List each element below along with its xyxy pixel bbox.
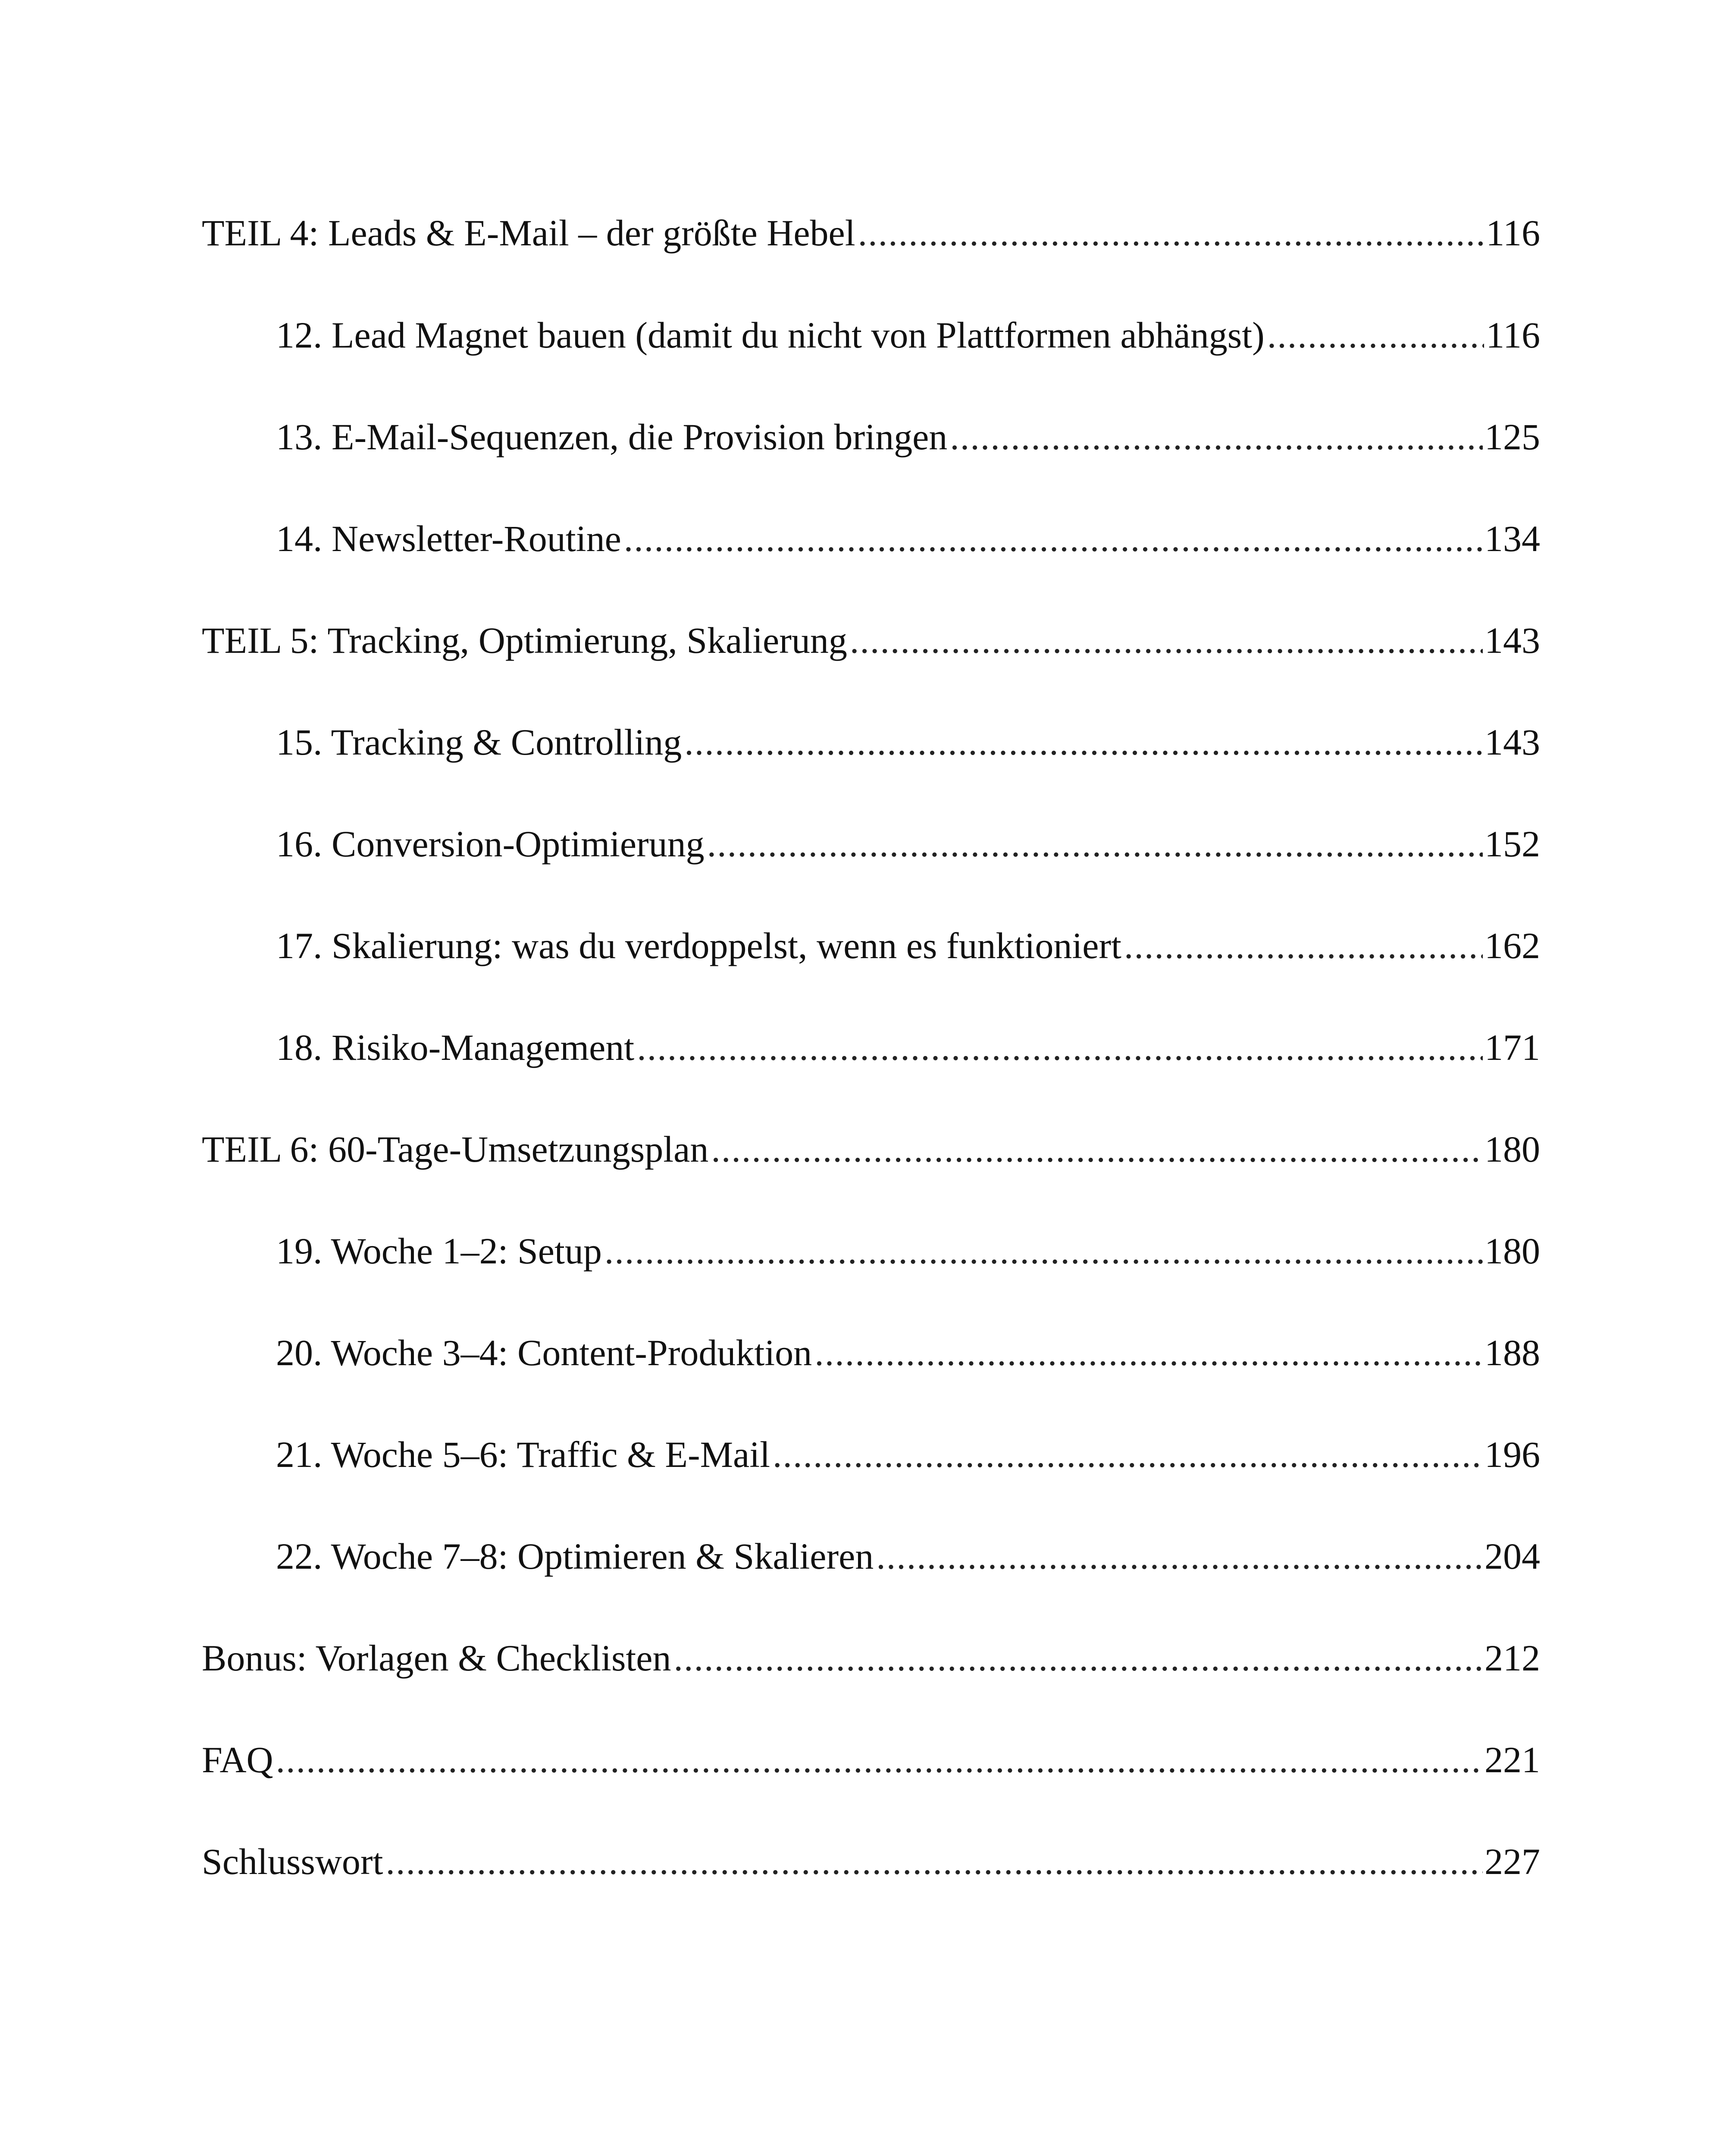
- toc-entry-title: Bonus: Vorlagen & Checklisten: [202, 1637, 671, 1679]
- dot-leader: [684, 716, 1483, 768]
- toc-entry-faq[interactable]: [0, 1734, 1732, 1786]
- toc-entry-page-number: 134: [1485, 518, 1540, 559]
- dot-leader: [624, 513, 1483, 564]
- toc-entry-page-number: 125: [1485, 416, 1540, 458]
- toc-entry-title: 21. Woche 5–6: Traffic & E-Mail: [276, 1434, 770, 1475]
- toc-entry-page-number: 162: [1485, 925, 1540, 966]
- toc-entry-chapter-19[interactable]: [0, 1225, 1732, 1277]
- toc-entry-chapter-17[interactable]: [0, 920, 1732, 971]
- dot-leader: [850, 614, 1483, 666]
- toc-entry-title: 13. E-Mail-Sequenzen, die Provision bringen: [276, 416, 948, 458]
- dot-leader: [773, 1429, 1483, 1480]
- dot-leader: [1267, 309, 1484, 361]
- toc-entry-teil-5[interactable]: [0, 614, 1732, 666]
- toc-entry-title: 14. Newsletter-Routine: [276, 518, 621, 559]
- toc-entry-chapter-22[interactable]: [0, 1530, 1732, 1582]
- dot-leader: [1124, 920, 1483, 971]
- toc-entry-chapter-16[interactable]: [0, 818, 1732, 870]
- toc-entry-teil-4[interactable]: [0, 207, 1732, 259]
- toc-entry-title: 17. Skalierung: was du verdoppelst, wenn es funktioniert: [276, 925, 1121, 966]
- toc-entry-chapter-21[interactable]: [0, 1429, 1732, 1480]
- toc-entry-page-number: 143: [1485, 620, 1540, 661]
- toc-entry-page-number: 204: [1485, 1536, 1540, 1577]
- toc-entry-page-number: 152: [1485, 823, 1540, 865]
- toc-entry-title: 22. Woche 7–8: Optimieren & Skalieren: [276, 1536, 874, 1577]
- toc-entry-teil-6[interactable]: [0, 1123, 1732, 1175]
- toc-entry-page-number: 212: [1485, 1637, 1540, 1679]
- toc-entry-title: 12. Lead Magnet bauen (damit du nicht von Plattformen abhängst): [276, 314, 1265, 356]
- toc-entry-title: FAQ: [202, 1739, 273, 1780]
- dot-leader: [673, 1632, 1483, 1684]
- dot-leader: [385, 1836, 1483, 1887]
- dot-leader: [950, 411, 1483, 463]
- dot-leader: [707, 818, 1483, 870]
- toc-entry-chapter-12[interactable]: [0, 309, 1732, 361]
- dot-leader: [637, 1022, 1483, 1073]
- toc-entry-chapter-14[interactable]: [0, 513, 1732, 564]
- toc-entry-page-number: 221: [1485, 1739, 1540, 1780]
- dot-leader: [858, 207, 1485, 259]
- toc-entry-title: TEIL 5: Tracking, Optimierung, Skalierung: [202, 620, 847, 661]
- dot-leader: [876, 1530, 1483, 1582]
- toc-entry-page-number: 116: [1486, 212, 1540, 254]
- toc-entry-title: 16. Conversion-Optimierung: [276, 823, 705, 865]
- toc-entry-title: Schlusswort: [202, 1841, 383, 1882]
- toc-entry-title: TEIL 6: 60-Tage-Umsetzungsplan: [202, 1128, 709, 1170]
- toc-entry-title: 15. Tracking & Controlling: [276, 721, 682, 763]
- toc-entry-page-number: 180: [1485, 1230, 1540, 1272]
- dot-leader: [276, 1734, 1483, 1786]
- toc-entry-chapter-13[interactable]: [0, 411, 1732, 463]
- toc-entry-page-number: 227: [1485, 1841, 1540, 1882]
- toc-entry-chapter-18[interactable]: [0, 1022, 1732, 1073]
- toc-entry-title: 19. Woche 1–2: Setup: [276, 1230, 602, 1272]
- toc-entry-schlusswort[interactable]: [0, 1836, 1732, 1887]
- dot-leader: [711, 1123, 1483, 1175]
- toc-entry-page-number: 196: [1485, 1434, 1540, 1475]
- toc-entry-page-number: 188: [1485, 1332, 1540, 1373]
- toc-entry-chapter-20[interactable]: [0, 1327, 1732, 1379]
- toc-entry-page-number: 143: [1485, 721, 1540, 763]
- toc-entry-page-number: 171: [1485, 1027, 1540, 1068]
- toc-entry-page-number: 116: [1486, 314, 1540, 356]
- toc-entry-page-number: 180: [1485, 1128, 1540, 1170]
- toc-entry-title: TEIL 4: Leads & E-Mail – der größte Hebel: [202, 212, 855, 254]
- dot-leader: [604, 1225, 1483, 1277]
- toc-entry-chapter-15[interactable]: [0, 716, 1732, 768]
- toc-entry-title: 18. Risiko-Management: [276, 1027, 635, 1068]
- toc-entry-bonus[interactable]: [0, 1632, 1732, 1684]
- dot-leader: [814, 1327, 1483, 1379]
- toc-entry-title: 20. Woche 3–4: Content-Produktion: [276, 1332, 812, 1373]
